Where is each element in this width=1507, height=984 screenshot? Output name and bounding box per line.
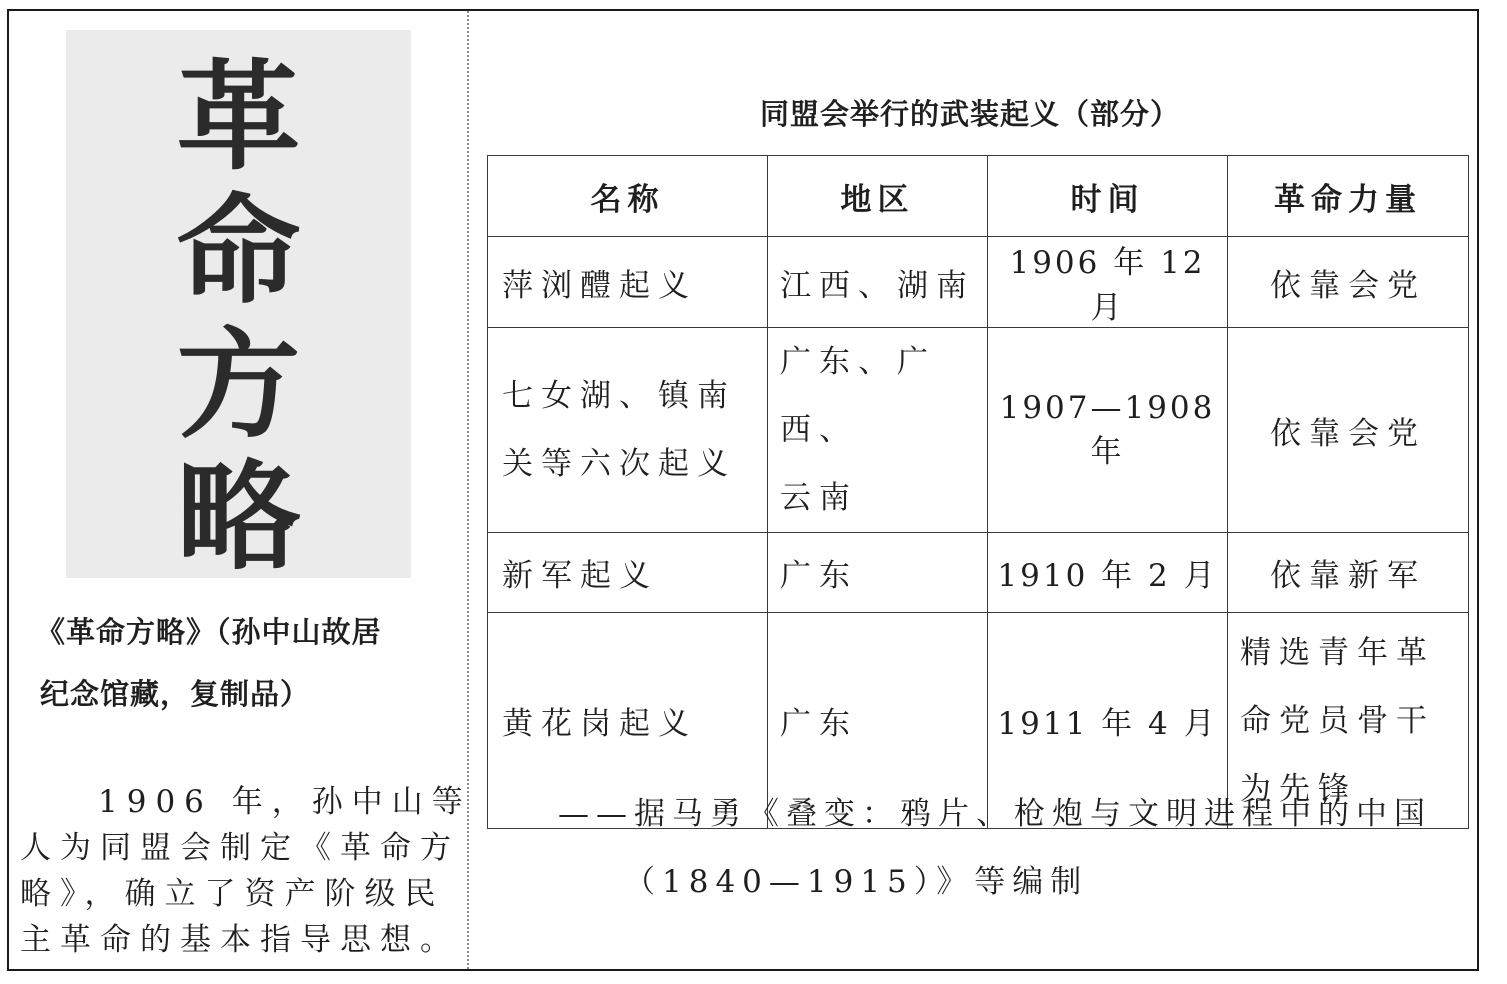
cell-force: 依靠新军: [1228, 533, 1469, 613]
paragraph-line-1: 1906 年，孙中山等: [98, 784, 472, 820]
header-time: 时间: [988, 156, 1228, 237]
cell-region: 广东、广西、 云南: [768, 328, 988, 533]
cell-region: 广东: [768, 533, 988, 613]
uprisings-table: [487, 155, 1469, 829]
calligraphy-image: [66, 30, 411, 586]
source-line-1: ——据马勇《叠变：鸦片、枪炮与文明进程中的中国: [558, 796, 1432, 832]
cell-name: 新军起义: [488, 533, 768, 613]
cell-time: 1910 年 2 月: [988, 533, 1228, 613]
cell-region: 广东: [768, 613, 988, 829]
cell-name: 七女湖、镇南 关等六次起义: [488, 328, 768, 533]
calligraphy-char-2: 命: [176, 181, 301, 320]
cell-force: 依靠会党: [1228, 237, 1469, 328]
cell-name: 黄花岗起义: [488, 613, 768, 829]
paragraph-line-2: 人为同盟会制定《革命方: [20, 830, 460, 866]
table-title: 同盟会举行的武装起义（部分）: [759, 97, 1180, 131]
cell-name: 萍浏醴起义: [488, 237, 768, 328]
cell-force: 精选青年革 命党员骨干 为先锋: [1228, 613, 1469, 829]
cell-time: 1911 年 4 月: [988, 613, 1228, 829]
table-row: [488, 533, 1469, 613]
calligraphy-char-3: 方: [176, 315, 301, 454]
calligraphy-char-4: 略: [176, 447, 301, 586]
header-name: 名称: [488, 156, 768, 237]
calligraphy-chars: [66, 30, 411, 586]
column-divider: [467, 11, 469, 969]
table-row: [488, 237, 1469, 328]
source-line-2: （1840—1915）》等编制: [624, 864, 1089, 900]
table-row: [488, 328, 1469, 533]
cell-region: 江西、湖南: [768, 237, 988, 328]
calligraphy-char-1: 革: [176, 47, 301, 186]
header-force: 革命力量: [1228, 156, 1469, 237]
cell-time: 1906 年 12 月: [988, 237, 1228, 328]
image-caption-line1: 《革命方略》（孙中山故居: [36, 615, 382, 649]
cell-time: 1907—1908 年: [988, 328, 1228, 533]
cell-force: 依靠会党: [1228, 328, 1469, 533]
header-region: 地区: [768, 156, 988, 237]
paragraph-line-4: 主革命的基本指导思想。: [20, 922, 460, 958]
paragraph-line-3: 略》，确立了资产阶级民: [20, 876, 445, 912]
image-caption-line2: 纪念馆藏，复制品）: [40, 677, 311, 711]
table-header-row: [488, 156, 1469, 237]
